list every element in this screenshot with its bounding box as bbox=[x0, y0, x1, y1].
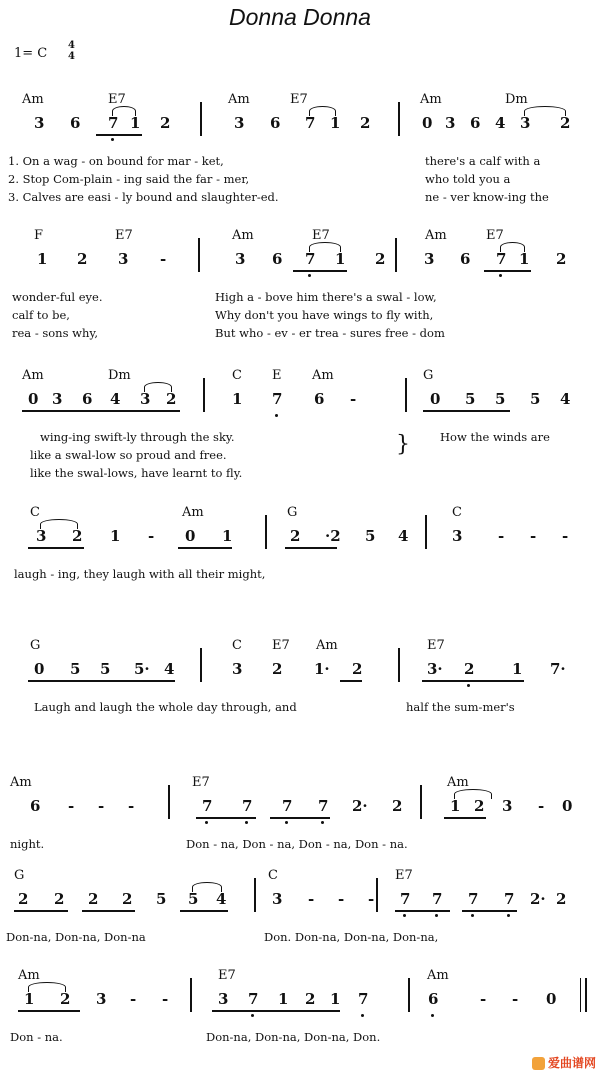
bar-line bbox=[405, 378, 407, 412]
note: 2 bbox=[560, 114, 571, 132]
lyric-line: ne - ver know-ing the bbox=[425, 190, 549, 204]
tie-arc bbox=[524, 106, 566, 116]
score-row bbox=[0, 228, 600, 340]
chord-symbol: E bbox=[272, 368, 282, 383]
note: 3 bbox=[235, 250, 246, 268]
bar-line bbox=[395, 238, 397, 272]
score-row bbox=[0, 92, 600, 204]
note: 0 bbox=[562, 797, 573, 815]
lyric-line: Don - na, Don - na, Don - na, Don - na. bbox=[186, 837, 408, 851]
tie-arc bbox=[309, 106, 336, 116]
bar-line bbox=[200, 102, 202, 136]
note: - bbox=[128, 797, 135, 815]
note: 1 bbox=[330, 114, 341, 132]
note: 2 bbox=[18, 890, 29, 908]
note: 1 bbox=[222, 527, 233, 545]
note: - bbox=[68, 797, 75, 815]
octave-dot bbox=[507, 914, 510, 917]
octave-dot bbox=[245, 821, 248, 824]
lyric-line: calf to be, bbox=[12, 308, 70, 322]
note: 3 bbox=[424, 250, 435, 268]
verse-brace: } bbox=[396, 432, 410, 457]
note: 7 bbox=[305, 114, 316, 132]
note: 6 bbox=[460, 250, 471, 268]
chord-symbol: C bbox=[232, 368, 242, 383]
note: 1 bbox=[110, 527, 121, 545]
octave-dot bbox=[275, 414, 278, 417]
tie-arc bbox=[144, 382, 172, 392]
octave-dot bbox=[251, 1014, 254, 1017]
note: 7 bbox=[202, 797, 213, 815]
chord-symbol: C bbox=[232, 638, 242, 653]
note: 3 bbox=[118, 250, 129, 268]
chord-symbol: Am bbox=[182, 505, 204, 520]
note: 2 bbox=[305, 990, 316, 1008]
beam-line bbox=[285, 547, 337, 549]
lyric-line: half the sum-mer's bbox=[406, 700, 515, 714]
chord-symbol: Am bbox=[22, 92, 44, 107]
chord-symbol: F bbox=[34, 228, 44, 243]
chord-symbol: Am bbox=[316, 638, 338, 653]
note: 3 bbox=[520, 114, 531, 132]
note: 6 bbox=[270, 114, 281, 132]
chord-symbol: E7 bbox=[115, 228, 133, 243]
chord-symbol: Am bbox=[22, 368, 44, 383]
note: 5 bbox=[100, 660, 111, 678]
chord-symbol: Am bbox=[18, 968, 40, 983]
note: - bbox=[162, 990, 169, 1008]
lyric-line: 2. Stop Com-plain - ing said the far - mer, bbox=[8, 172, 250, 186]
octave-dot bbox=[361, 1014, 364, 1017]
bar-line bbox=[398, 648, 400, 682]
song-title: Donna Donna bbox=[229, 4, 371, 30]
beam-line bbox=[22, 410, 180, 412]
bar-line bbox=[203, 378, 205, 412]
note: 2 bbox=[556, 890, 567, 908]
key-signature: 1= C bbox=[14, 46, 48, 61]
lyric-line: High a - bove him there's a swal - low, bbox=[215, 290, 437, 304]
octave-dot bbox=[308, 274, 311, 277]
lyric-line: 3. Calves are easi - ly bound and slaughter-ed. bbox=[8, 190, 279, 204]
octave-dot bbox=[471, 914, 474, 917]
chord-symbol: E7 bbox=[486, 228, 504, 243]
bar-line bbox=[198, 238, 200, 272]
note: 2 bbox=[375, 250, 386, 268]
note: 6 bbox=[428, 990, 439, 1008]
note: 2 bbox=[77, 250, 88, 268]
chord-symbol: Dm bbox=[505, 92, 528, 107]
bar-line bbox=[425, 515, 427, 549]
beam-line bbox=[423, 410, 510, 412]
note: 5 bbox=[465, 390, 476, 408]
note: 1 bbox=[37, 250, 48, 268]
note: 3 bbox=[96, 990, 107, 1008]
note: 0 bbox=[430, 390, 441, 408]
beam-line bbox=[196, 817, 256, 819]
note: 1 bbox=[232, 390, 243, 408]
beam-line bbox=[18, 1010, 80, 1012]
lyric-line: there's a calf with a bbox=[425, 154, 541, 168]
note: 0 bbox=[28, 390, 39, 408]
bar-line bbox=[408, 978, 410, 1012]
beam-line bbox=[14, 910, 68, 912]
note: 5 bbox=[495, 390, 506, 408]
note: - bbox=[480, 990, 487, 1008]
note: 7 bbox=[432, 890, 443, 908]
octave-dot bbox=[431, 1014, 434, 1017]
lyric-line: Don-na, Don-na, Don-na, Don. bbox=[206, 1030, 381, 1044]
lyric-line: Laugh and laugh the whole day through, and bbox=[34, 700, 297, 714]
note: 2· bbox=[352, 797, 368, 815]
note: 7 bbox=[496, 250, 507, 268]
tie-arc bbox=[454, 789, 492, 799]
chord-symbol: G bbox=[30, 638, 41, 653]
note: ·2 bbox=[325, 527, 341, 545]
note: 5· bbox=[134, 660, 150, 678]
bar-line bbox=[168, 785, 170, 819]
note: 2 bbox=[272, 660, 283, 678]
note: - bbox=[512, 990, 519, 1008]
beam-line bbox=[28, 547, 84, 549]
score-row bbox=[0, 638, 600, 738]
note: - bbox=[350, 390, 357, 408]
beam-line bbox=[444, 817, 486, 819]
chord-symbol: E7 bbox=[290, 92, 308, 107]
bar-line bbox=[398, 102, 400, 136]
chord-symbol: C bbox=[452, 505, 462, 520]
note: 7 bbox=[305, 250, 316, 268]
note: 2 bbox=[360, 114, 371, 132]
lyric-line: But who - ev - er trea - sures free - dom bbox=[215, 326, 445, 340]
note: 2 bbox=[166, 390, 177, 408]
octave-dot bbox=[321, 821, 324, 824]
chord-symbol: C bbox=[30, 505, 40, 520]
beam-line bbox=[96, 134, 142, 136]
lyric-line: laugh - ing, they laugh with all their might, bbox=[14, 567, 266, 581]
lyric-line: wonder-ful eye. bbox=[12, 290, 103, 304]
beam-line bbox=[178, 547, 232, 549]
chord-symbol: Am bbox=[10, 775, 32, 790]
note: 3 bbox=[140, 390, 151, 408]
note: 1· bbox=[314, 660, 330, 678]
note: 6 bbox=[314, 390, 325, 408]
note: 7 bbox=[400, 890, 411, 908]
note: 7 bbox=[282, 797, 293, 815]
chord-symbol: G bbox=[14, 868, 25, 883]
beam-line bbox=[484, 270, 531, 272]
chord-symbol: Am bbox=[427, 968, 449, 983]
beam-line bbox=[422, 680, 524, 682]
note: 6 bbox=[272, 250, 283, 268]
chord-symbol: E7 bbox=[312, 228, 330, 243]
note: - bbox=[308, 890, 315, 908]
note: 3· bbox=[427, 660, 443, 678]
chord-symbol: Am bbox=[447, 775, 469, 790]
lyric-line: rea - sons why, bbox=[12, 326, 99, 340]
lyric-line: night. bbox=[10, 837, 45, 851]
score-row bbox=[0, 368, 600, 480]
tie-arc bbox=[309, 242, 341, 252]
note: - bbox=[368, 890, 375, 908]
time-signature-top: 4 bbox=[68, 40, 75, 51]
octave-dot bbox=[111, 138, 114, 141]
lyric-line: like a swal-low so proud and free. bbox=[30, 448, 227, 462]
bar-line bbox=[420, 785, 422, 819]
note: 2 bbox=[54, 890, 65, 908]
note: - bbox=[338, 890, 345, 908]
note: 1 bbox=[335, 250, 346, 268]
beam-line bbox=[270, 817, 330, 819]
note: - bbox=[498, 527, 505, 545]
beam-line bbox=[395, 910, 450, 912]
note: 2 bbox=[290, 527, 301, 545]
note: 2 bbox=[352, 660, 363, 678]
note: 0 bbox=[185, 527, 196, 545]
bar-line bbox=[585, 978, 587, 1012]
note: - bbox=[538, 797, 545, 815]
note: 7 bbox=[358, 990, 369, 1008]
note: 2 bbox=[160, 114, 171, 132]
time-signature bbox=[68, 40, 75, 62]
bar-line bbox=[200, 648, 202, 682]
chord-symbol: E7 bbox=[272, 638, 290, 653]
note: 2 bbox=[122, 890, 133, 908]
note: 3 bbox=[452, 527, 463, 545]
bar-line bbox=[376, 878, 378, 912]
note: 4 bbox=[495, 114, 506, 132]
note: 4 bbox=[110, 390, 121, 408]
watermark-logo-icon bbox=[532, 1057, 545, 1070]
lyric-line: who told you a bbox=[425, 172, 511, 186]
lyric-line: Don - na. bbox=[10, 1030, 63, 1044]
octave-dot bbox=[205, 821, 208, 824]
note: 3 bbox=[502, 797, 513, 815]
score-row bbox=[0, 775, 600, 875]
tie-arc bbox=[500, 242, 525, 252]
note: 5 bbox=[188, 890, 199, 908]
note: 7 bbox=[242, 797, 253, 815]
lyric-line: How the winds are bbox=[440, 430, 550, 444]
note: 3 bbox=[272, 890, 283, 908]
score-row bbox=[0, 968, 600, 1068]
note: - bbox=[148, 527, 155, 545]
lyric-line: Don-na, Don-na, Don-na bbox=[6, 930, 146, 944]
note: 7 bbox=[504, 890, 515, 908]
chord-symbol: Am bbox=[228, 92, 250, 107]
chord-symbol: G bbox=[423, 368, 434, 383]
beam-line bbox=[28, 680, 175, 682]
note: - bbox=[530, 527, 537, 545]
chord-symbol: Dm bbox=[108, 368, 131, 383]
note: 1 bbox=[130, 114, 141, 132]
score-row bbox=[0, 868, 600, 968]
note: 5 bbox=[156, 890, 167, 908]
chord-symbol: Am bbox=[312, 368, 334, 383]
octave-dot bbox=[403, 914, 406, 917]
watermark bbox=[532, 1054, 596, 1071]
note: 0 bbox=[34, 660, 45, 678]
note: 0 bbox=[422, 114, 433, 132]
bar-line bbox=[254, 878, 256, 912]
time-signature-bottom: 4 bbox=[68, 51, 75, 62]
note: 5 bbox=[365, 527, 376, 545]
note: 7 bbox=[468, 890, 479, 908]
bar-line bbox=[190, 978, 192, 1012]
note: 7 bbox=[318, 797, 329, 815]
note: 4 bbox=[164, 660, 175, 678]
chord-symbol: E7 bbox=[427, 638, 445, 653]
note: 6 bbox=[70, 114, 81, 132]
bar-line bbox=[265, 515, 267, 549]
note: 4 bbox=[216, 890, 227, 908]
note: 3 bbox=[234, 114, 245, 132]
lyric-line: Why don't you have wings to fly with, bbox=[215, 308, 434, 322]
note: 7· bbox=[550, 660, 566, 678]
note: 4 bbox=[398, 527, 409, 545]
note: 3 bbox=[36, 527, 47, 545]
note: 1 bbox=[330, 990, 341, 1008]
tie-arc bbox=[28, 982, 66, 992]
beam-line bbox=[293, 270, 347, 272]
note: 2 bbox=[464, 660, 475, 678]
beam-line bbox=[340, 680, 362, 682]
chord-symbol: Am bbox=[232, 228, 254, 243]
note: 0 bbox=[546, 990, 557, 1008]
octave-dot bbox=[435, 914, 438, 917]
note: 3 bbox=[445, 114, 456, 132]
note: 3 bbox=[218, 990, 229, 1008]
chord-symbol: Am bbox=[425, 228, 447, 243]
beam-line bbox=[462, 910, 517, 912]
lyric-line: like the swal-lows, have learnt to fly. bbox=[30, 466, 243, 480]
chord-symbol: E7 bbox=[108, 92, 126, 107]
chord-symbol: C bbox=[268, 868, 278, 883]
note: 1 bbox=[512, 660, 523, 678]
note: 2 bbox=[88, 890, 99, 908]
note: 2 bbox=[556, 250, 567, 268]
note: 2 bbox=[392, 797, 403, 815]
note: 7 bbox=[272, 390, 283, 408]
note: 3 bbox=[232, 660, 243, 678]
note: - bbox=[98, 797, 105, 815]
note: 7 bbox=[108, 114, 119, 132]
note: 6 bbox=[82, 390, 93, 408]
note: 2 bbox=[60, 990, 71, 1008]
note: 3 bbox=[52, 390, 63, 408]
note: 1 bbox=[519, 250, 530, 268]
note: 1 bbox=[24, 990, 35, 1008]
lyric-line: Don. Don-na, Don-na, Don-na, bbox=[264, 930, 439, 944]
lyric-line: wing-ing swift-ly through the sky. bbox=[40, 430, 235, 444]
note: 3 bbox=[34, 114, 45, 132]
note: 2 bbox=[474, 797, 485, 815]
chord-symbol: E7 bbox=[192, 775, 210, 790]
watermark-text: 爱曲谱网 bbox=[547, 1056, 596, 1070]
tie-arc bbox=[112, 106, 136, 116]
tie-arc bbox=[192, 882, 222, 892]
tie-arc bbox=[40, 519, 78, 529]
note: 2 bbox=[72, 527, 83, 545]
octave-dot bbox=[285, 821, 288, 824]
note: 6 bbox=[470, 114, 481, 132]
note: 2· bbox=[530, 890, 546, 908]
chord-symbol: E7 bbox=[395, 868, 413, 883]
beam-line bbox=[212, 1010, 340, 1012]
note: - bbox=[562, 527, 569, 545]
note: 1 bbox=[278, 990, 289, 1008]
note: 7 bbox=[248, 990, 259, 1008]
note: 4 bbox=[560, 390, 571, 408]
note: 5 bbox=[530, 390, 541, 408]
beam-line bbox=[180, 910, 228, 912]
chord-symbol: Am bbox=[420, 92, 442, 107]
chord-symbol: G bbox=[287, 505, 298, 520]
note: - bbox=[160, 250, 167, 268]
lyric-line: 1. On a wag - on bound for mar - ket, bbox=[8, 154, 224, 168]
note: 5 bbox=[70, 660, 81, 678]
note: 6 bbox=[30, 797, 41, 815]
score-row bbox=[0, 505, 600, 605]
bar-line bbox=[580, 978, 581, 1012]
note: 1 bbox=[450, 797, 461, 815]
note: - bbox=[130, 990, 137, 1008]
octave-dot bbox=[499, 274, 502, 277]
octave-dot bbox=[467, 684, 470, 687]
chord-symbol: E7 bbox=[218, 968, 236, 983]
beam-line bbox=[82, 910, 135, 912]
